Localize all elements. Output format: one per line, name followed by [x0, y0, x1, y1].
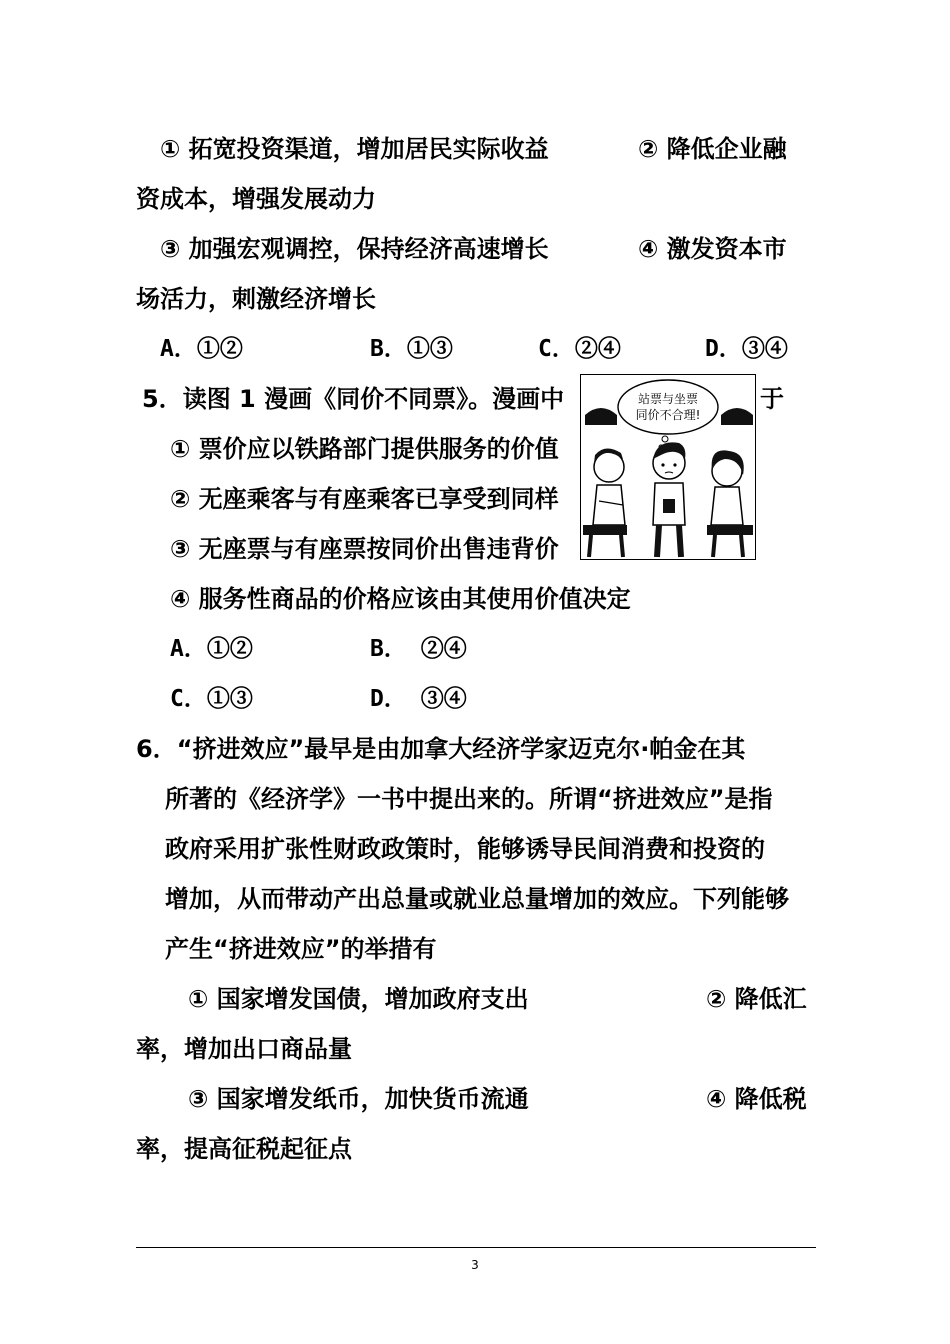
q6-stem-line-3: 政府采用扩张性财政政策时，能够诱导民间消费和投资的 [165, 835, 765, 863]
q4-option-2: ② 降低企业融 [638, 135, 787, 163]
cartoon-bubble-line2: 同价不合理! [635, 408, 701, 422]
page-number: 3 [471, 1258, 479, 1272]
q5-choice-b: B． ②④ [370, 636, 467, 662]
q6-stem-line-2: 所著的《经济学》一书中提出来的。所谓“挤进效应”是指 [165, 785, 773, 813]
q5-option-2: ② 无座乘客与有座乘客已享受到同样 [170, 485, 559, 513]
q4-choice-d: D．③④ [705, 336, 788, 362]
cartoon-illustration [581, 375, 755, 559]
q6-stem-line-5: 产生“挤进效应”的举措有 [165, 935, 437, 963]
q4-option-2-cont: 资成本，增强发展动力 [136, 185, 376, 213]
q6-stem-line-1: 6．“挤进效应”最早是由加拿大经济学家迈克尔·帕金在其 [136, 735, 746, 763]
q6-option-2-cont: 率，增加出口商品量 [136, 1035, 352, 1063]
q5-option-4: ④ 服务性商品的价格应该由其使用价值决定 [170, 585, 631, 613]
q4-choice-a: A．①② [160, 336, 243, 362]
cartoon-bubble-line1: 站票与坐票 [637, 392, 699, 406]
cartoon-figure [580, 374, 756, 560]
q6-option-3: ③ 国家增发纸币，加快货币流通 [188, 1085, 529, 1113]
q5-option-1: ① 票价应以铁路部门提供服务的价值 [170, 435, 559, 463]
q5-option-3: ③ 无座票与有座票按同价出售违背价 [170, 535, 559, 563]
q5-choice-c: C．①③ [170, 686, 253, 712]
q4-choice-b: B．①③ [370, 336, 453, 362]
q5-stem-tail: 于 [760, 385, 784, 413]
q4-option-1: ① 拓宽投资渠道，增加居民实际收益 [160, 135, 549, 163]
q5-choice-a: A．①② [170, 636, 253, 662]
q6-option-2: ② 降低汇 [706, 985, 807, 1013]
q5-choice-d: D． ③④ [370, 686, 467, 712]
footer-divider [136, 1247, 816, 1248]
q4-option-3: ③ 加强宏观调控，保持经济高速增长 [160, 235, 549, 263]
q6-option-4-cont: 率，提高征税起征点 [136, 1135, 352, 1163]
q4-choice-c: C．②④ [538, 336, 621, 362]
q6-stem-line-4: 增加，从而带动产出总量或就业总量增加的效应。下列能够 [165, 885, 789, 913]
q5-stem: 5．读图 1 漫画《同价不同票》。漫画中 [142, 385, 565, 413]
q6-option-4: ④ 降低税 [706, 1085, 807, 1113]
q6-option-1: ① 国家增发国债，增加政府支出 [188, 985, 529, 1013]
q4-option-4: ④ 激发资本市 [638, 235, 787, 263]
q4-option-4-cont: 场活力，刺激经济增长 [136, 285, 376, 313]
